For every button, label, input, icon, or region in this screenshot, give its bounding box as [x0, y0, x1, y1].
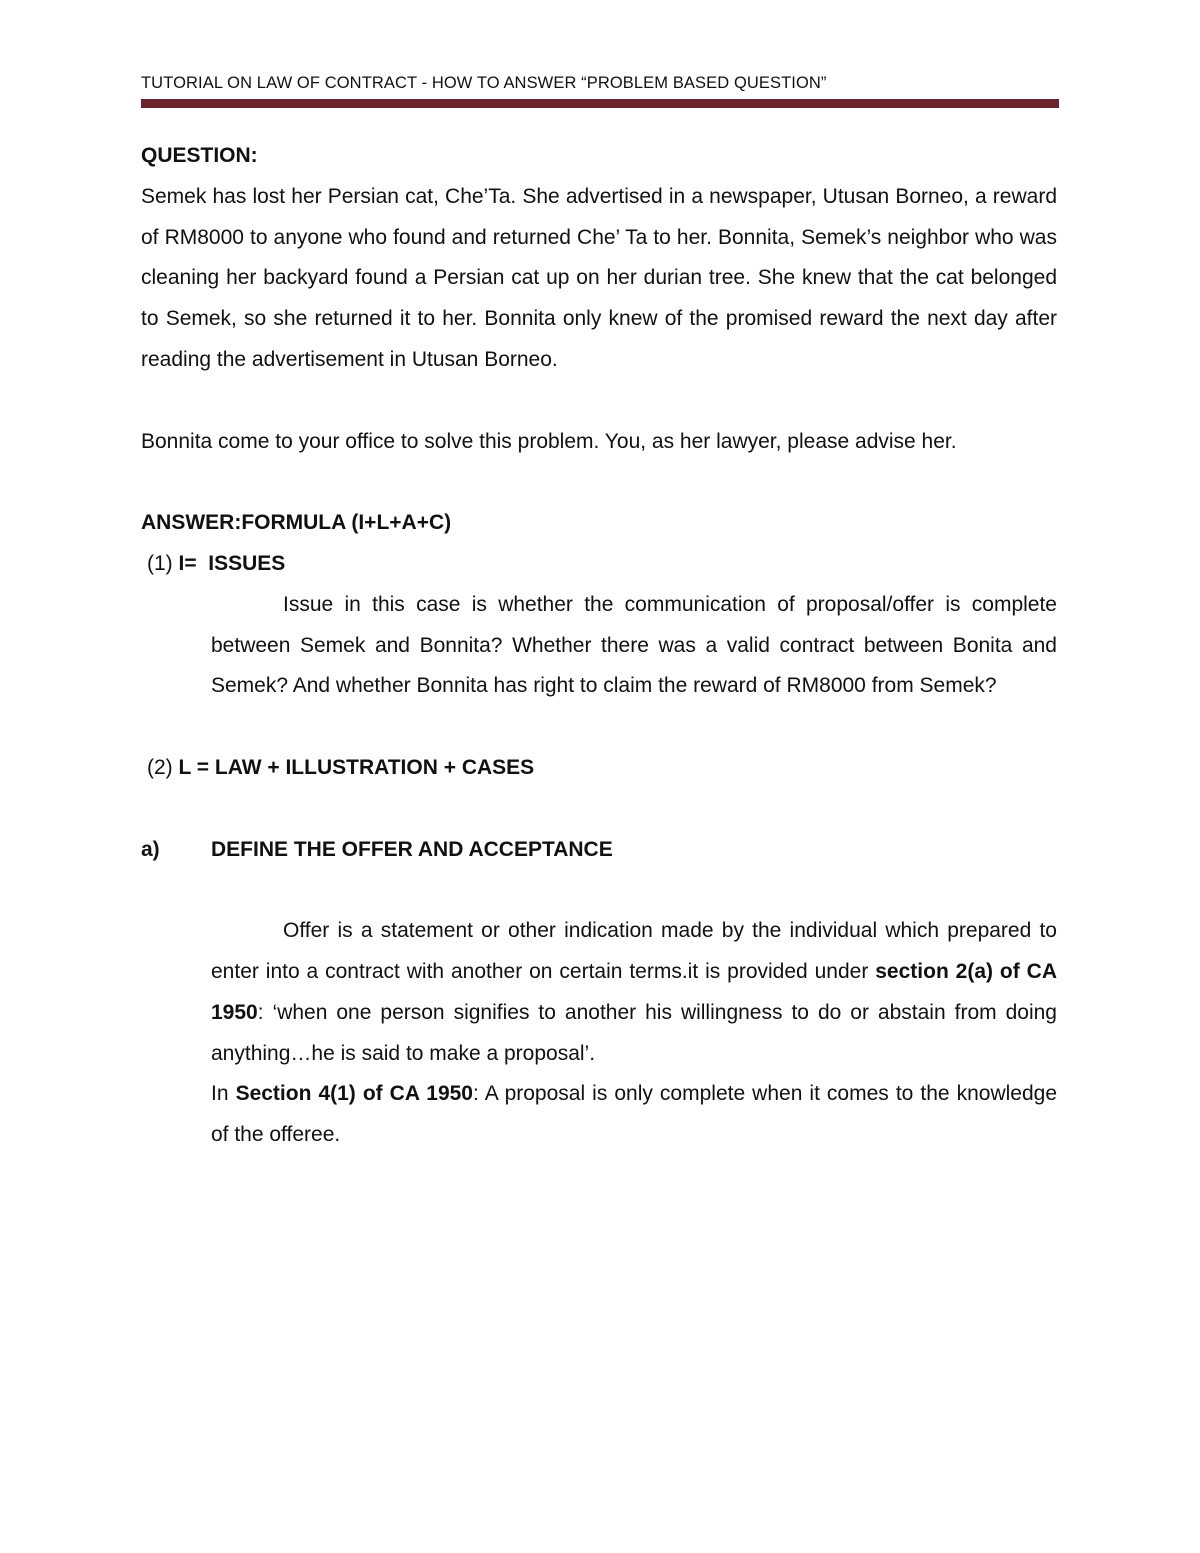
section-4-text: : A proposal is only complete when it comes to the knowledge of the offeree. [211, 1082, 1058, 1147]
document-body [141, 136, 1057, 1156]
section-2a-reference: section 2(a) of CA 1950 [211, 959, 1057, 1024]
issues-text: Issue in this case is whether the communication of proposal/offer is complete between Semek and Bonnita? Whether there was a valid contract between Bonita and Semek? And whether Bonnita has right to claim the reward of RM8000 from Semek? [211, 592, 1057, 698]
define-marker: a) [141, 837, 160, 861]
answer-heading: ANSWER:FORMULA (I+L+A+C) [141, 511, 452, 535]
header-divider [141, 99, 1059, 108]
question-instruction: Bonnita come to your office to solve this problem. You, as her lawyer, please advise her. [141, 429, 957, 453]
question-paragraph: Semek has lost her Persian cat, Che’Ta. She advertised in a newspaper, Utusan Borneo, a reward of RM8000 to anyone who found and returned Che’ Ta to her. Bonnita, Semek’s neighbor who was cleaning her backyard found a Persian cat up on her durian tree. She knew that the cat belonged to Semek, so she returned it to her. Bonnita only knew of the promised reward the next day after reading the advertisement in Utusan Borneo. [141, 184, 1057, 371]
spacer [141, 462, 1057, 503]
spacer [141, 707, 1057, 748]
issues-number: (1) [147, 551, 179, 575]
spacer [141, 870, 1057, 911]
section-4-reference: Section 4(1) of CA 1950 [235, 1082, 473, 1106]
offer-text-after: : ‘when one person signifies to another his willingness to do or abstain from doing anything…he is said to make a proposal’. [211, 1000, 1057, 1065]
define-title: DEFINE THE OFFER AND ACCEPTANCE [211, 837, 613, 861]
page-header-title: TUTORIAL ON LAW OF CONTRACT - HOW TO ANSWER “PROBLEM BASED QUESTION” [141, 74, 827, 92]
question-heading: QUESTION: [141, 144, 258, 167]
issues-label: I= ISSUES [178, 551, 286, 575]
proposal-completion [211, 1074, 1057, 1156]
offer-definition [211, 911, 1057, 1074]
define-heading [141, 830, 1057, 871]
law-heading [147, 748, 1057, 789]
spacer [141, 789, 1057, 830]
spacer [141, 381, 1057, 422]
section-4-prefix: In [211, 1082, 236, 1106]
offer-text-before: Offer is a statement or other indication made by the individual which prepared to enter into a contract with another on certain terms.it is provided under [211, 919, 1057, 983]
law-number: (2) [147, 755, 179, 779]
law-label: L = LAW + ILLUSTRATION + CASES [178, 755, 535, 779]
issues-heading [147, 544, 1057, 585]
